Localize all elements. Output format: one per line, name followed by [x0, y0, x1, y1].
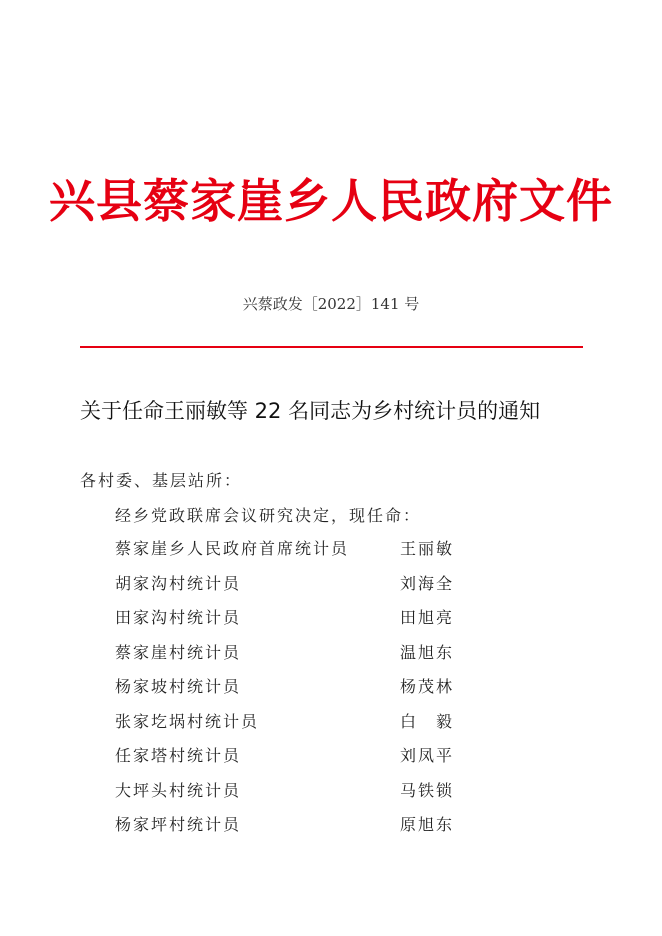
appointment-row [115, 675, 515, 710]
appointment-role: 张家圪埚村统计员 [115, 711, 260, 731]
appointment-role: 胡家沟村统计员 [115, 573, 242, 593]
appointee-name: 刘海全 [400, 573, 452, 593]
salutation: 各村委、基层站所： [80, 471, 243, 490]
appointee-name: 杨茂林 [400, 677, 452, 696]
appointee-name: 马铁锁 [400, 780, 452, 800]
appointment-list [115, 537, 515, 848]
appointment-role: 杨家坡村统计员 [115, 677, 242, 696]
document-number: 兴蔡政发［2022］141 号 [242, 295, 420, 313]
appointment-row [115, 572, 515, 607]
appointment-row [115, 606, 515, 641]
appointment-row [115, 779, 515, 814]
appointment-row [115, 813, 515, 848]
appointment-row [115, 744, 515, 779]
appointment-role: 田家沟村统计员 [115, 608, 242, 627]
appointee-name: 温旭东 [400, 642, 452, 662]
appointment-role: 大坪头村统计员 [115, 780, 242, 800]
appointee-name: 田旭亮 [400, 608, 452, 627]
appointment-role: 任家塔村统计员 [115, 746, 242, 765]
appointee-name: 王丽敏 [400, 539, 452, 558]
notice-title: 关于任命王丽敏等 22 名同志为乡村统计员的通知 [80, 399, 541, 423]
appointment-role: 蔡家崖乡人民政府首席统计员 [115, 539, 350, 558]
appointee-name: 刘凤平 [400, 746, 452, 765]
appointment-role: 蔡家崖村统计员 [115, 642, 242, 662]
header-divider [80, 346, 583, 348]
appointee-name: 原旭东 [400, 815, 452, 834]
appointment-row [115, 710, 515, 745]
appointment-role: 杨家坪村统计员 [115, 815, 242, 834]
appointment-row [115, 641, 515, 676]
appointment-row [115, 537, 515, 572]
appointee-name: 白毅 [400, 711, 452, 731]
document-header-title: 兴县蔡家崖乡人民政府文件 [49, 174, 613, 228]
intro-paragraph: 经乡党政联席会议研究决定，现任命： [115, 506, 422, 525]
